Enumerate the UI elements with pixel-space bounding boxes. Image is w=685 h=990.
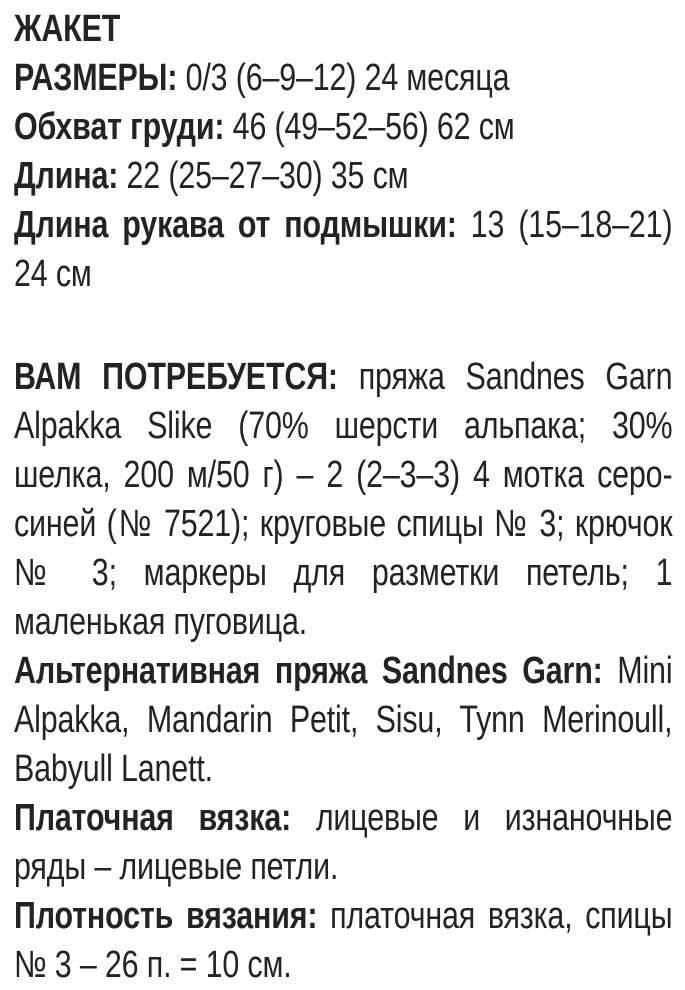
garter-stitch-paragraph (14, 794, 672, 892)
pattern-title: ЖАКЕТ (14, 8, 121, 50)
spec-sleeve-value: 13 (15–18–21) 24 см (14, 204, 673, 295)
spec-sizes-value: 0/3 (6–9–12) 24 месяца (185, 57, 510, 99)
garter-stitch-value: лицевые и изнаночные ряды – лицевые петли. (14, 797, 673, 888)
spec-chest (14, 103, 672, 152)
spec-sleeve (14, 201, 672, 299)
spec-length-value: 22 (25–27–30) 35 см (126, 155, 409, 197)
alternative-yarn-label: Альтернативная пряжа Sandnes Garn: (14, 650, 603, 692)
spec-sizes (14, 54, 672, 103)
materials-paragraph (14, 353, 672, 647)
garter-stitch-label: Платочная вязка: (14, 797, 292, 839)
alternative-yarn-paragraph (14, 647, 672, 794)
spec-chest-label: Обхват груди: (14, 106, 225, 148)
spec-sleeve-label: Длина рукава от подмышки: (14, 204, 457, 246)
spec-length (14, 152, 672, 201)
alternative-yarn-value: Mini Alpakka, Mandarin Petit, Sisu, Tynn Merinoull, Babyull Lanett. (14, 650, 673, 790)
materials-value: пряжа Sandnes Garn Alpakka Slike (70% шерсти альпака; 30% шелка, 200 м/50 г) – 2 (2–3–3) 4 мотка серо-синей (№ 7521); круговые спицы № 3; крючок № 3; маркеры для разметки петель; 1 маленькая пуговица. (14, 356, 673, 643)
spec-sizes-label: РАЗМЕРЫ: (14, 57, 178, 99)
pattern-text-column (14, 5, 672, 990)
gauge-paragraph (14, 892, 672, 990)
gauge-label: Плотность вязания: (14, 895, 318, 937)
spec-length-label: Длина: (14, 155, 119, 197)
materials-label: ВАМ ПОТРЕБУЕТСЯ: (14, 356, 338, 398)
gauge-value: платочная вязка, спицы № 3 – 26 п. = 10 см. (14, 895, 673, 986)
spec-chest-value: 46 (49–52–56) 62 см (232, 106, 515, 148)
